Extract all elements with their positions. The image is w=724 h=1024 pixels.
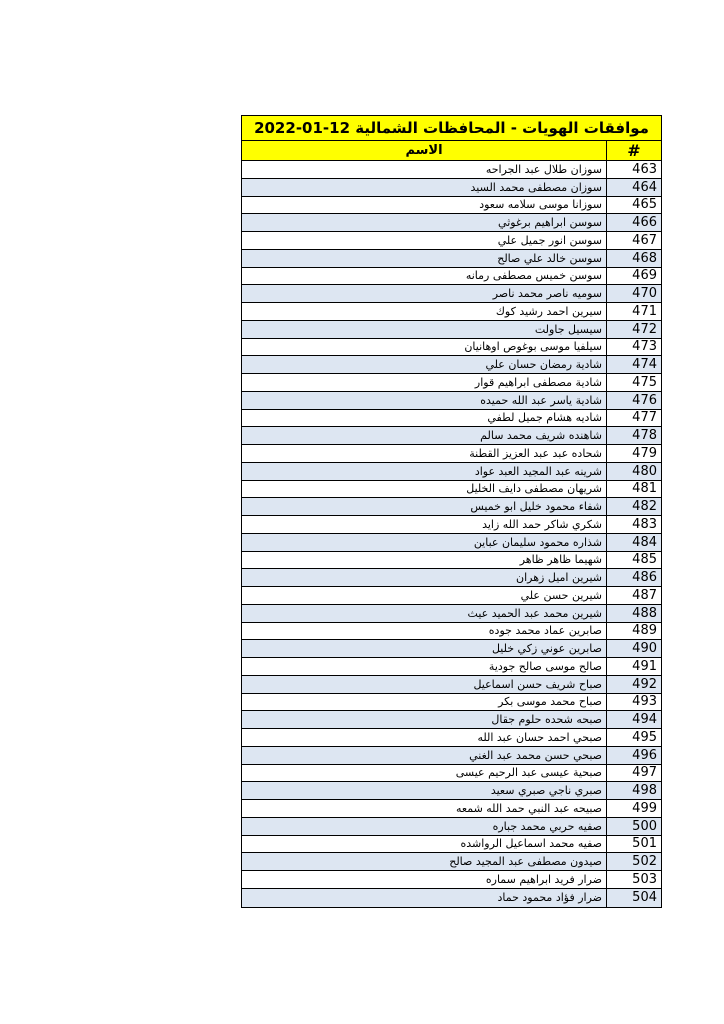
approvals-table [241,115,662,908]
table-row [242,321,661,339]
row-number: 479 [606,445,661,462]
table-row [242,268,661,286]
row-number: 499 [606,800,661,817]
row-name: شيرين اميل زهران [242,569,606,586]
table-row [242,392,661,410]
row-name: صبحية عيسى عبد الرحيم عيسى [455,766,602,780]
table-row [242,374,661,392]
row-number: 495 [606,729,661,746]
table-row [242,871,661,889]
row-name: صبحه شحده حلوم جقال [242,711,606,728]
row-name: صبحي حسن محمد عبد الغني [242,747,606,764]
row-name: سيلفيا موسى بوغوص اوهانيان [464,340,602,354]
table-row [242,339,661,357]
row-number: 489 [606,623,661,640]
table-row [242,214,661,232]
table-row [242,427,661,445]
row-name: صبيحه عبد النبي حمد الله شمعه [456,801,602,815]
row-name: صباح شريف حسن اسماعيل [242,676,606,693]
row-number: 471 [606,303,661,320]
row-number: 497 [606,765,661,782]
row-number: 473 [606,339,661,356]
row-name: صبحي احمد حسان عبد الله [477,730,602,744]
table-row [242,516,661,534]
row-name: ضرار فؤاد محمود حماد [242,889,606,907]
table-row [242,605,661,623]
table-row [242,765,661,783]
row-name: صفيه محمد اسماعيل الرواشده [460,837,602,851]
row-name: صابرين عوني زكي خليل [242,640,606,657]
row-number: 476 [606,392,661,409]
row-number: 478 [606,427,661,444]
table-row [242,711,661,729]
row-number: 463 [606,161,661,178]
table-row [242,694,661,712]
row-name: سيرين احمد رشيد كوك [495,304,602,318]
row-name: شفاء محمود خليل ابو خميس [242,498,606,515]
row-number: 504 [606,889,661,907]
row-number: 470 [606,285,661,302]
table-row [242,445,661,463]
row-name: شيرين محمد عبد الحميد عيث [242,605,606,622]
table-body [242,161,661,907]
row-name: شادية رمضان حسان علي [242,356,606,373]
table-row [242,481,661,499]
row-number: 494 [606,711,661,728]
table-row [242,356,661,374]
table-title: موافقات الهويات - المحافظات الشمالية 12-01-2022 [254,119,649,137]
table-row [242,747,661,765]
row-number: 488 [606,605,661,622]
row-number: 474 [606,356,661,373]
row-name: شاهنده شريف محمد سالم [242,427,606,444]
row-name: صفيه حربي محمد جباره [242,818,606,835]
table-row [242,303,661,321]
row-number: 500 [606,818,661,835]
table-row [242,658,661,676]
table-row [242,729,661,747]
table-row [242,782,661,800]
row-number: 477 [606,410,661,427]
row-name: سوزان طلال عبد الجراحه [485,162,602,176]
table-row [242,818,661,836]
header-name: الاسم [405,143,443,158]
row-name: صالح موسى صالح جودية [488,659,602,673]
row-name: صيدون مصطفى عبد المجيد صالح [242,853,606,870]
row-name: شادية ياسر عبد الله حميده [242,392,606,409]
row-number: 475 [606,374,661,391]
table-row [242,161,661,179]
row-number: 484 [606,534,661,551]
table-row [242,640,661,658]
row-name: سوسن ابراهيم برغوثي [242,214,606,231]
row-number: 472 [606,321,661,338]
table-row [242,498,661,516]
row-number: 501 [606,836,661,853]
row-number: 490 [606,640,661,657]
row-number: 469 [606,268,661,285]
row-name: سوسن خميس مصطفى رمانه [465,269,602,283]
row-number: 483 [606,516,661,533]
table-row [242,800,661,818]
row-number: 468 [606,250,661,267]
row-number: 485 [606,552,661,569]
row-name: ضرار فريد ابراهيم سماره [485,872,602,886]
row-number: 480 [606,463,661,480]
table-row [242,285,661,303]
row-name: شذاره محمود سليمان عباين [242,534,606,551]
row-number: 481 [606,481,661,498]
row-number: 491 [606,658,661,675]
row-name: شيرين حسن علي [520,588,602,602]
table-row [242,179,661,197]
row-name: سوسن انور جميل علي [497,233,602,247]
row-name: سوزان مصطفى محمد السيد [242,179,606,196]
row-name: شرينه عبد المجيد العبد عواد [242,463,606,480]
table-row [242,463,661,481]
row-number: 482 [606,498,661,515]
row-name: شاديه هشام جميل لطفي [487,411,602,425]
table-row [242,552,661,570]
row-name: شادية مصطفى ابراهيم قوار [474,375,602,389]
row-name: سوسن خالد علي صالح [242,250,606,267]
table-row [242,232,661,250]
table-row [242,569,661,587]
row-name: شريهان مصطفى دايف الخليل [466,482,602,496]
row-name: شحاده عبد عبد العزيز القطنة [469,446,602,460]
row-number: 486 [606,569,661,586]
row-name: سيسيل جاولت [242,321,606,338]
table-row [242,853,661,871]
table-row [242,676,661,694]
row-name: شكري شاكر حمد الله زايد [482,517,602,531]
table-row [242,197,661,215]
table-row [242,889,661,907]
row-number: 466 [606,214,661,231]
row-name: صباح محمد موسى بكر [498,695,602,709]
row-number: 465 [606,197,661,214]
table-row [242,836,661,854]
row-number: 503 [606,871,661,888]
table-row [242,410,661,428]
row-number: 492 [606,676,661,693]
row-name: سوزانا موسى سلامه سعود [479,198,602,212]
row-number: 467 [606,232,661,249]
row-number: 493 [606,694,661,711]
row-name: صبري ناجي صبري سعيد [242,782,606,799]
row-name: شهيما ظاهر ظاهر [519,553,602,567]
row-number: 502 [606,853,661,870]
row-name: صابرين عماد محمد جوده [488,624,602,638]
table-row [242,587,661,605]
row-number: 487 [606,587,661,604]
table-title-row [242,116,661,141]
table-row [242,534,661,552]
column-header-row [242,141,661,161]
table-row [242,623,661,641]
row-number: 498 [606,782,661,799]
row-name: سوميه ناصر محمد ناصر [242,285,606,302]
table-row [242,250,661,268]
row-number: 496 [606,747,661,764]
header-number: # [606,141,661,160]
row-number: 464 [606,179,661,196]
